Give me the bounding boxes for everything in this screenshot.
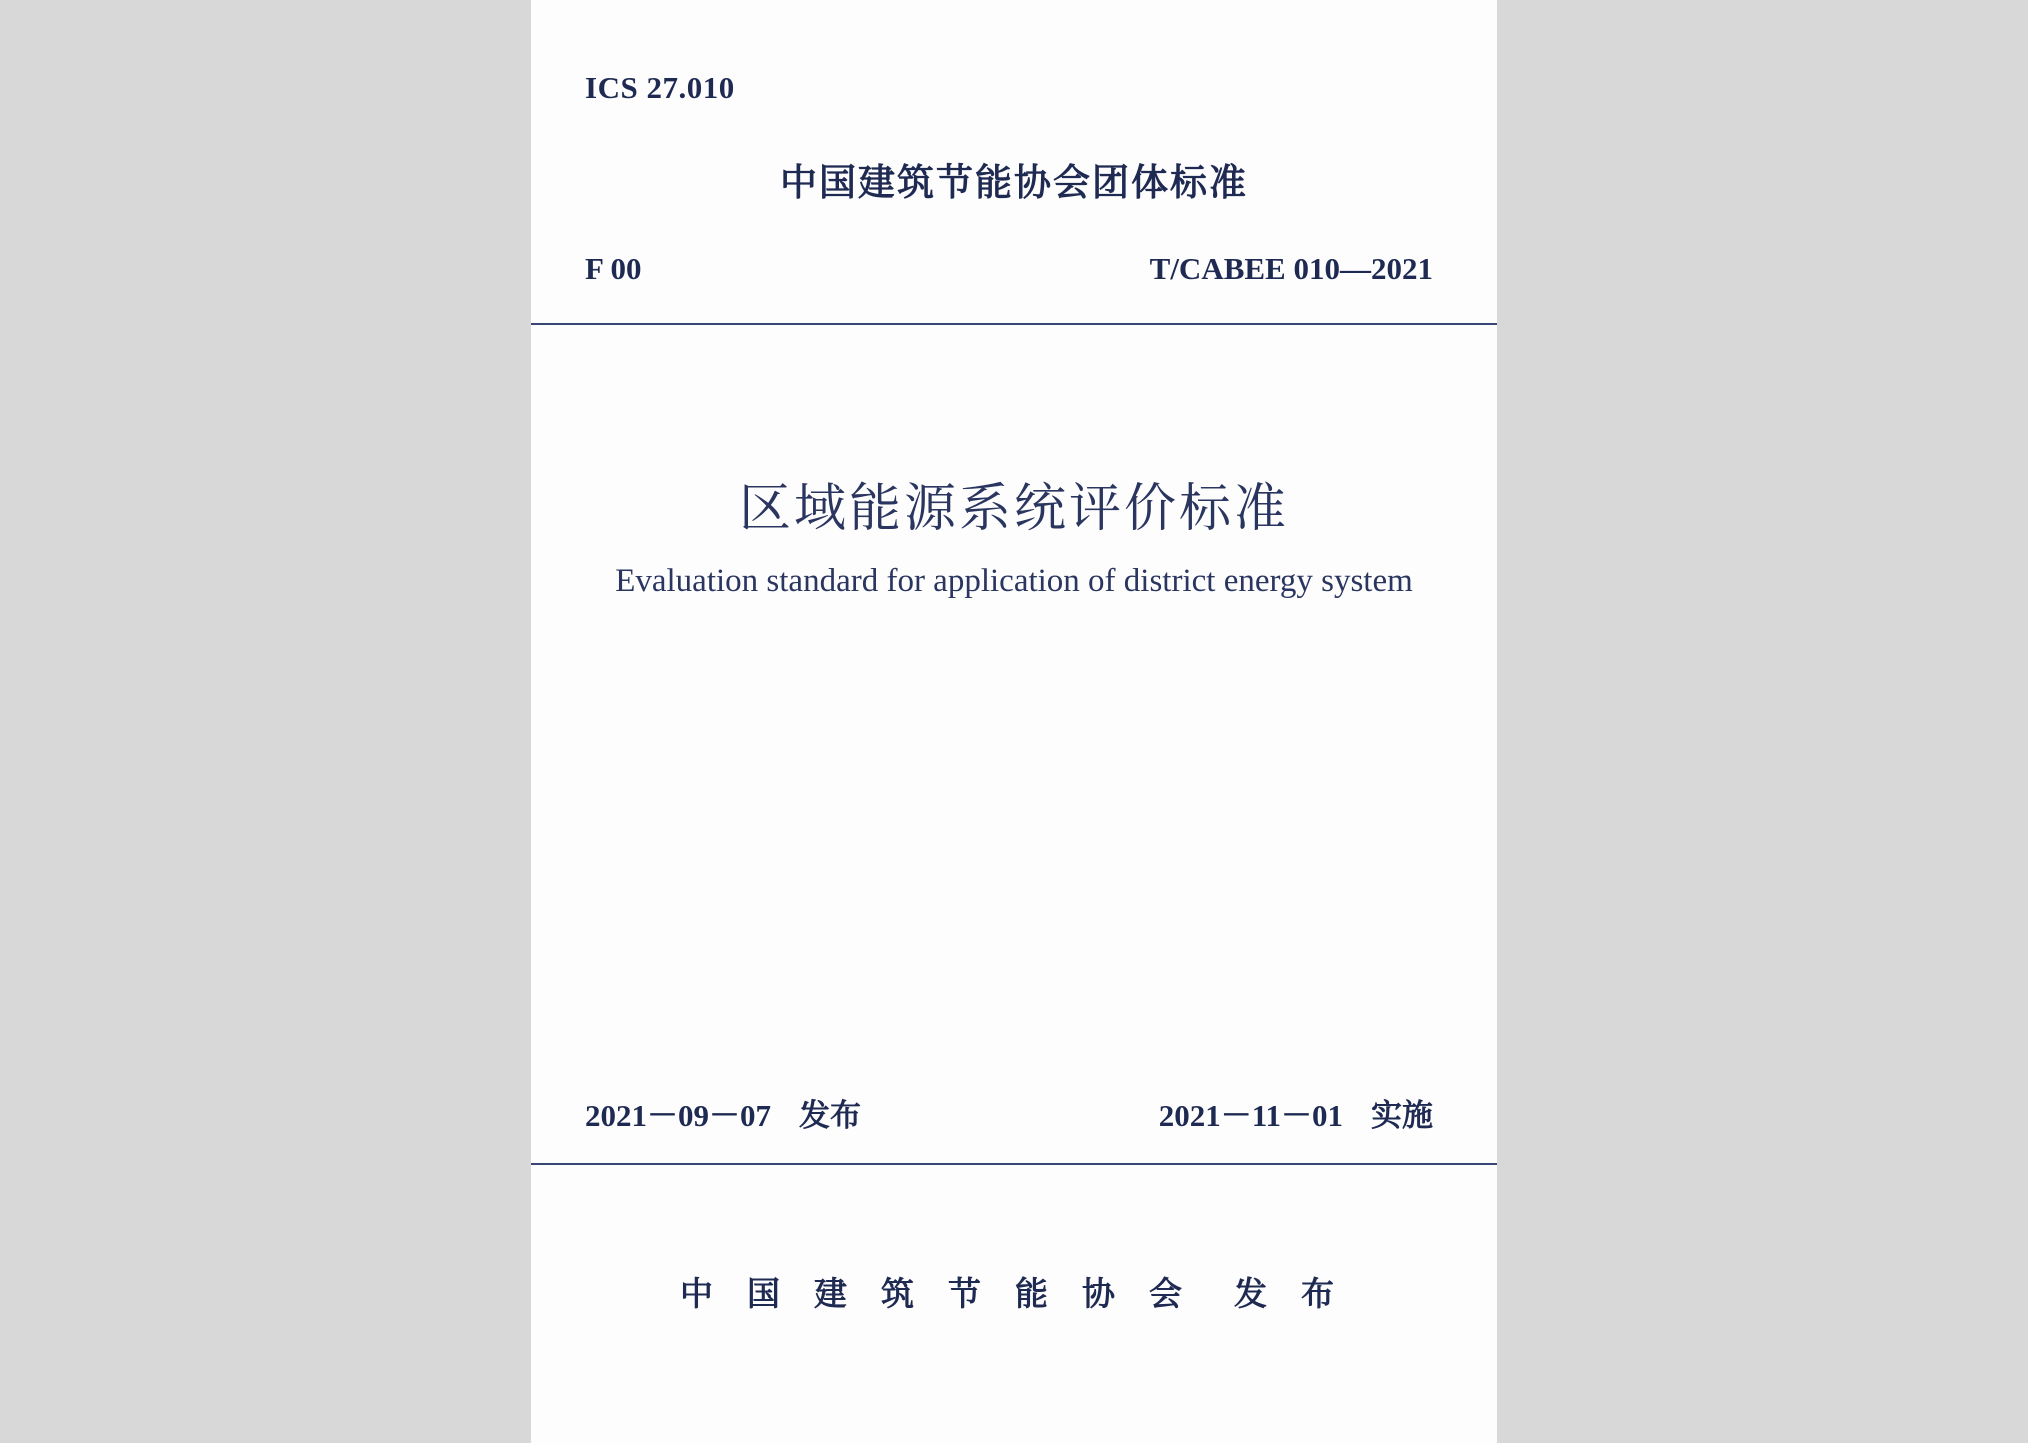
ics-code: ICS 27.010 (585, 70, 735, 105)
implementation-label: 实施 (1371, 1098, 1433, 1134)
standard-number: T/CABEE 010—2021 (1149, 251, 1433, 286)
issue-label: 发布 (799, 1098, 861, 1134)
association-standard-heading: 中国建筑节能协会团体标准 (780, 161, 1248, 204)
bottom-divider (531, 1163, 1497, 1165)
implementation-date: 2021－11－01 (1158, 1098, 1343, 1133)
publish-label: 发布 (1234, 1274, 1368, 1313)
title-english: Evaluation standard for application of district energy system (615, 563, 1413, 599)
issue-date: 2021－09－07 (585, 1098, 771, 1133)
publisher-line (531, 1268, 1497, 1315)
title-chinese: 区域能源系统评价标准 (738, 479, 1289, 539)
publisher-name: 中国建筑节能协会 (680, 1274, 1216, 1313)
ccs-code: F 00 (585, 251, 642, 286)
implementation-date-row (1159, 1090, 1433, 1135)
standard-cover-page (531, 0, 1497, 1443)
issue-date-row (585, 1090, 861, 1135)
top-divider (531, 323, 1497, 325)
